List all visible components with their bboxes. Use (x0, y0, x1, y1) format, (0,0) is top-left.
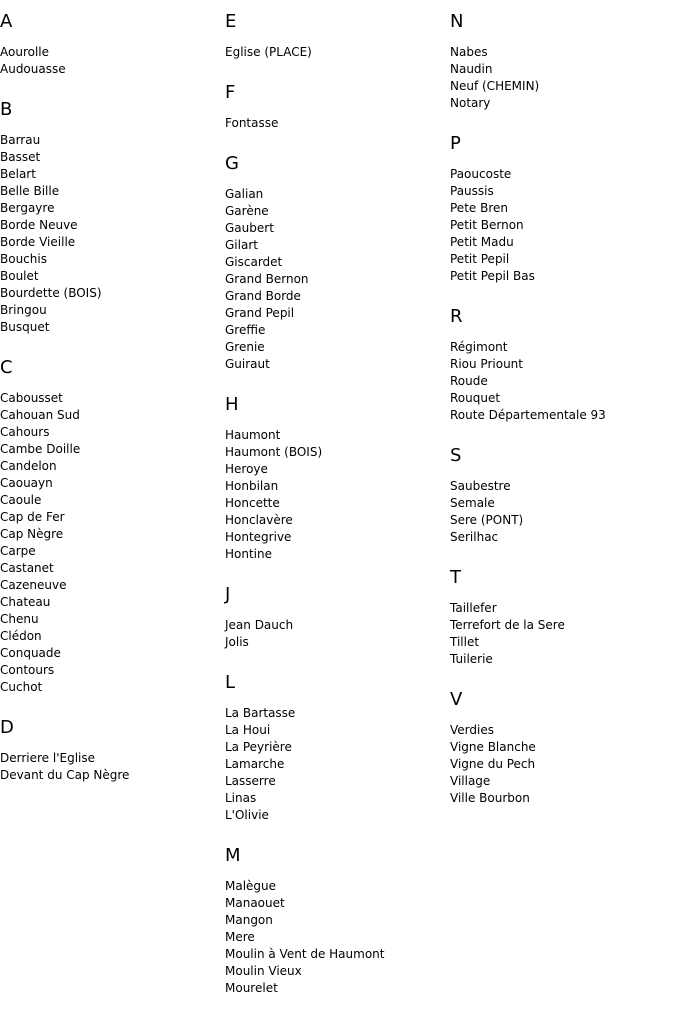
place-link[interactable]: Ville Bourbon (450, 791, 530, 805)
place-link[interactable]: Aourolle (0, 45, 50, 59)
letter-heading: F (225, 82, 236, 103)
list-item (225, 186, 450, 203)
place-link[interactable]: Verdies (450, 723, 494, 737)
list-item (225, 705, 450, 722)
place-link[interactable]: Route Départementale 93 (450, 408, 606, 422)
place-link[interactable]: Audouasse (0, 62, 66, 76)
list-item (450, 529, 675, 546)
letter-heading: C (0, 357, 13, 378)
place-link[interactable]: Vigne Blanche (450, 740, 536, 754)
place-link[interactable]: Bouchis (0, 252, 47, 266)
place-link[interactable]: Tuilerie (450, 652, 493, 666)
index-column-1 (0, 0, 225, 806)
place-link[interactable]: Sere (PONT) (450, 513, 524, 527)
letter-section-g (225, 154, 450, 373)
list-item (450, 756, 675, 773)
place-link[interactable]: Terrefort de la Sere (450, 618, 565, 632)
place-link[interactable]: Linas (225, 791, 257, 805)
place-link[interactable]: Contours (0, 663, 55, 677)
place-link[interactable]: Giscardet (225, 255, 283, 269)
place-list (0, 132, 225, 336)
place-link[interactable]: Hontegrive (225, 530, 292, 544)
place-link[interactable]: Hontine (225, 547, 272, 561)
list-item (225, 461, 450, 478)
list-item (0, 234, 225, 251)
list-item (225, 512, 450, 529)
place-link[interactable]: Candelon (0, 459, 57, 473)
list-item (0, 251, 225, 268)
list-item (225, 929, 450, 946)
place-link[interactable]: Cazeneuve (0, 578, 67, 592)
list-item (0, 268, 225, 285)
place-link[interactable]: Chateau (0, 595, 51, 609)
list-item (450, 617, 675, 634)
place-list (450, 600, 675, 668)
list-item (0, 285, 225, 302)
place-link[interactable]: Borde Vieille (0, 235, 76, 249)
place-link[interactable]: Greffie (225, 323, 266, 337)
list-item (225, 115, 450, 132)
letter-heading: R (450, 306, 463, 327)
list-item (225, 529, 450, 546)
letter-heading: N (450, 11, 464, 32)
list-item (450, 251, 675, 268)
letter-section-s (450, 446, 675, 546)
place-link[interactable]: Petit Bernon (450, 218, 524, 232)
letter-section-a (0, 12, 225, 78)
place-link[interactable]: Fontasse (225, 116, 279, 130)
list-item (225, 790, 450, 807)
list-item (0, 577, 225, 594)
list-item (0, 319, 225, 336)
letter-heading: J (225, 584, 231, 605)
list-item (450, 183, 675, 200)
list-item (450, 44, 675, 61)
list-item (0, 166, 225, 183)
list-item (0, 560, 225, 577)
list-item (450, 61, 675, 78)
place-link[interactable]: Honcette (225, 496, 280, 510)
list-item (450, 407, 675, 424)
list-item (0, 492, 225, 509)
place-link[interactable]: Eglise (PLACE) (225, 45, 312, 59)
list-item (225, 878, 450, 895)
place-list (0, 390, 225, 696)
list-item (225, 807, 450, 824)
list-item (450, 200, 675, 217)
place-link[interactable]: Mangon (225, 913, 273, 927)
list-item (450, 268, 675, 285)
letter-section-l (225, 673, 450, 824)
place-link[interactable]: Paoucoste (450, 167, 512, 181)
place-link[interactable]: Naudin (450, 62, 493, 76)
list-item (225, 427, 450, 444)
list-item (0, 526, 225, 543)
letter-section-r (450, 307, 675, 424)
place-link[interactable]: Grand Borde (225, 289, 301, 303)
place-link[interactable]: Bourdette (BOIS) (0, 286, 102, 300)
index-column-2 (225, 0, 450, 1019)
place-link[interactable]: Moulin à Vent de Haumont (225, 947, 385, 961)
place-link[interactable]: Garène (225, 204, 269, 218)
letter-heading: G (225, 153, 239, 174)
list-item (0, 217, 225, 234)
place-link[interactable]: Pete Bren (450, 201, 508, 215)
place-link[interactable]: Borde Neuve (0, 218, 78, 232)
place-link[interactable]: L'Olivie (225, 808, 269, 822)
place-link[interactable]: Clédon (0, 629, 42, 643)
place-link[interactable]: Semale (450, 496, 495, 510)
letter-section-t (450, 568, 675, 668)
letter-section-n (450, 12, 675, 112)
list-item (225, 356, 450, 373)
place-link[interactable]: Caoule (0, 493, 42, 507)
letter-section-v (450, 690, 675, 807)
place-link[interactable]: Basset (0, 150, 41, 164)
list-item (225, 305, 450, 322)
list-item (450, 790, 675, 807)
place-link[interactable]: Notary (450, 96, 491, 110)
place-link[interactable]: Boulet (0, 269, 39, 283)
place-list (450, 166, 675, 285)
place-link[interactable]: Vigne du Pech (450, 757, 536, 771)
letter-section-p (450, 134, 675, 285)
letter-heading: H (225, 394, 239, 415)
list-item (450, 739, 675, 756)
list-item (450, 600, 675, 617)
list-item (0, 441, 225, 458)
list-item (225, 44, 450, 61)
list-item (450, 634, 675, 651)
letter-section-f (225, 83, 450, 132)
index-column-3 (450, 0, 675, 829)
letter-heading: M (225, 845, 241, 866)
place-link[interactable]: Serilhac (450, 530, 499, 544)
list-item (0, 200, 225, 217)
list-item (225, 220, 450, 237)
list-item (225, 254, 450, 271)
list-item (0, 302, 225, 319)
place-link[interactable]: Cahouan Sud (0, 408, 80, 422)
place-list (225, 186, 450, 373)
letter-section-m (225, 846, 450, 997)
place-link[interactable]: Grenie (225, 340, 265, 354)
list-item (225, 912, 450, 929)
list-item (450, 512, 675, 529)
list-item (0, 543, 225, 560)
list-item (0, 475, 225, 492)
list-item (225, 203, 450, 220)
list-item (450, 495, 675, 512)
list-item (0, 628, 225, 645)
list-item (0, 183, 225, 200)
place-link[interactable]: Paussis (450, 184, 494, 198)
list-item (0, 645, 225, 662)
place-link[interactable]: Saubestre (450, 479, 511, 493)
place-link[interactable]: Gilart (225, 238, 258, 252)
place-link[interactable]: Devant du Cap Nègre (0, 768, 130, 782)
place-link[interactable]: Jean Dauch (225, 618, 294, 632)
list-item (450, 166, 675, 183)
letter-heading: P (450, 133, 461, 154)
place-link[interactable]: Mourelet (225, 981, 278, 995)
list-item (0, 594, 225, 611)
list-item (450, 234, 675, 251)
letter-section-j (225, 585, 450, 651)
place-link[interactable]: Taillefer (450, 601, 497, 615)
list-item (450, 773, 675, 790)
place-link[interactable]: Lamarche (225, 757, 285, 771)
list-item (225, 495, 450, 512)
list-item (0, 407, 225, 424)
place-link[interactable]: Cap Nègre (0, 527, 64, 541)
place-link[interactable]: Bergayre (0, 201, 55, 215)
place-link[interactable]: Cahours (0, 425, 50, 439)
place-link[interactable]: Belle Bille (0, 184, 60, 198)
place-link[interactable]: Riou Priount (450, 357, 523, 371)
place-link[interactable]: La Peyrière (225, 740, 292, 754)
list-item (450, 356, 675, 373)
place-list (225, 705, 450, 824)
place-list (225, 878, 450, 997)
place-link[interactable]: La Houi (225, 723, 271, 737)
list-item (450, 373, 675, 390)
place-list (450, 478, 675, 546)
list-item (450, 95, 675, 112)
list-item (0, 390, 225, 407)
place-link[interactable]: Conquade (0, 646, 61, 660)
place-link[interactable]: Mere (225, 930, 255, 944)
list-item (225, 739, 450, 756)
place-link[interactable]: Derriere l'Eglise (0, 751, 95, 765)
place-link[interactable]: Lasserre (225, 774, 276, 788)
place-link[interactable]: Régimont (450, 340, 508, 354)
place-list (0, 44, 225, 78)
list-item (225, 980, 450, 997)
letter-heading: S (450, 445, 462, 466)
place-link[interactable]: Manaouet (225, 896, 285, 910)
place-link[interactable]: Cuchot (0, 680, 43, 694)
list-item (225, 895, 450, 912)
list-item (225, 963, 450, 980)
letter-heading: A (0, 11, 13, 32)
place-list (450, 722, 675, 807)
place-link[interactable]: Village (450, 774, 491, 788)
place-list (450, 44, 675, 112)
place-list (225, 115, 450, 132)
list-item (225, 478, 450, 495)
letter-section-c (0, 358, 225, 696)
list-item (225, 617, 450, 634)
letter-heading: L (225, 672, 236, 693)
list-item (0, 611, 225, 628)
list-item (225, 271, 450, 288)
place-list (225, 44, 450, 61)
list-item (225, 756, 450, 773)
list-item (225, 722, 450, 739)
list-item (225, 444, 450, 461)
letter-section-b (0, 100, 225, 336)
list-item (450, 651, 675, 668)
place-link[interactable]: Busquet (0, 320, 50, 334)
list-item (450, 339, 675, 356)
list-item (0, 132, 225, 149)
place-link[interactable]: Bringou (0, 303, 47, 317)
place-link[interactable]: Galian (225, 187, 264, 201)
list-item (0, 767, 225, 784)
list-item (0, 44, 225, 61)
place-link[interactable]: Heroye (225, 462, 268, 476)
place-link[interactable]: Petit Pepil (450, 252, 510, 266)
list-item (225, 237, 450, 254)
letter-section-e (225, 12, 450, 61)
list-item (450, 390, 675, 407)
place-link[interactable]: La Bartasse (225, 706, 296, 720)
place-link[interactable]: Grand Bernon (225, 272, 309, 286)
list-item (0, 149, 225, 166)
letter-heading: T (450, 567, 461, 588)
place-list (225, 617, 450, 651)
letter-heading: D (0, 717, 14, 738)
letter-section-h (225, 395, 450, 563)
place-list (225, 427, 450, 563)
place-link[interactable]: Petit Madu (450, 235, 514, 249)
list-item (450, 78, 675, 95)
list-item (225, 288, 450, 305)
letter-heading: V (450, 689, 463, 710)
place-link[interactable]: Honclavère (225, 513, 293, 527)
place-link[interactable]: Guiraut (225, 357, 270, 371)
place-link[interactable]: Grand Pepil (225, 306, 295, 320)
place-link[interactable]: Cabousset (0, 391, 63, 405)
place-link[interactable]: Jolis (225, 635, 249, 649)
list-item (0, 679, 225, 696)
list-item (225, 339, 450, 356)
place-link[interactable]: Cap de Fer (0, 510, 65, 524)
list-item (0, 424, 225, 441)
list-item (225, 946, 450, 963)
list-item (0, 509, 225, 526)
place-link[interactable]: Rouquet (450, 391, 501, 405)
list-item (225, 546, 450, 563)
list-item (225, 773, 450, 790)
place-link[interactable]: Barrau (0, 133, 41, 147)
place-link[interactable]: Roude (450, 374, 488, 388)
list-item (0, 458, 225, 475)
place-link[interactable]: Neuf (CHEMIN) (450, 79, 540, 93)
list-item (225, 322, 450, 339)
letter-heading: B (0, 99, 13, 120)
place-link[interactable]: Caouayn (0, 476, 53, 490)
list-item (0, 61, 225, 78)
place-link[interactable]: Carpe (0, 544, 36, 558)
list-item (225, 634, 450, 651)
list-item (0, 750, 225, 767)
place-link[interactable]: Cambe Doille (0, 442, 81, 456)
place-link[interactable]: Castanet (0, 561, 54, 575)
letter-heading: E (225, 11, 237, 32)
place-link[interactable]: Moulin Vieux (225, 964, 302, 978)
place-link[interactable]: Belart (0, 167, 36, 181)
list-item (450, 478, 675, 495)
place-link[interactable]: Nabes (450, 45, 488, 59)
place-link[interactable]: Haumont (BOIS) (225, 445, 323, 459)
place-link[interactable]: Chenu (0, 612, 39, 626)
place-link[interactable]: Honbilan (225, 479, 279, 493)
place-link[interactable]: Petit Pepil Bas (450, 269, 535, 283)
list-item (450, 722, 675, 739)
place-link[interactable]: Malègue (225, 879, 277, 893)
place-list (0, 750, 225, 784)
letter-section-d (0, 718, 225, 784)
list-item (0, 662, 225, 679)
place-link[interactable]: Haumont (225, 428, 281, 442)
place-list (450, 339, 675, 424)
place-link[interactable]: Gaubert (225, 221, 274, 235)
place-link[interactable]: Tillet (450, 635, 480, 649)
list-item (450, 217, 675, 234)
